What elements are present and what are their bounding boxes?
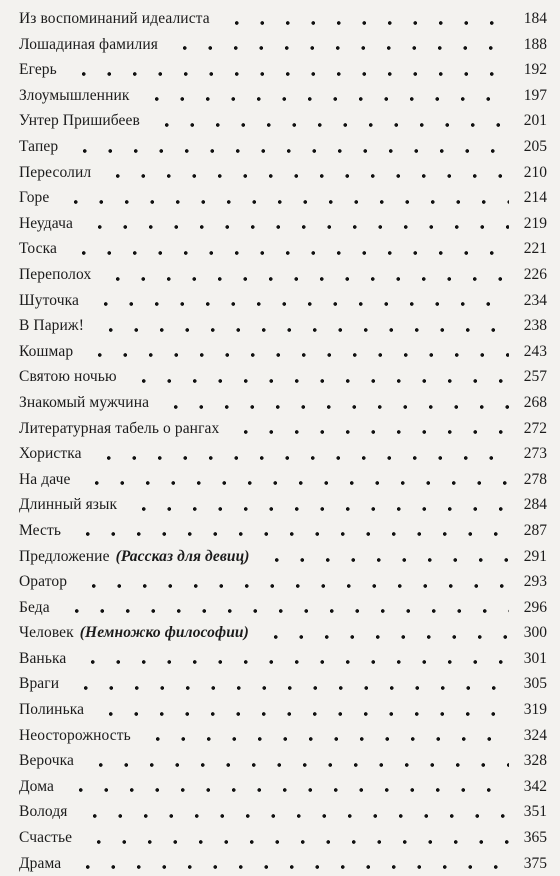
toc-entry-title-text: В Париж! bbox=[19, 317, 85, 335]
dot-leader bbox=[140, 94, 510, 104]
toc-entry-title-text: Счастье bbox=[19, 829, 73, 847]
toc-entry-title-text: Драма bbox=[19, 854, 62, 872]
toc-entry-title-text: Лошадиная фамилия bbox=[19, 35, 158, 53]
dot-leader bbox=[89, 299, 509, 309]
toc-entry bbox=[19, 748, 547, 774]
dot-leader bbox=[94, 325, 509, 335]
dot-leader bbox=[101, 171, 509, 181]
toc-entry-title bbox=[19, 523, 61, 539]
toc-entry-page-number: 268 bbox=[523, 393, 547, 411]
toc-entry-title bbox=[19, 293, 79, 309]
toc-entry bbox=[19, 825, 547, 851]
toc-entry-title-text: Неосторожность bbox=[19, 726, 131, 744]
dot-leader bbox=[71, 529, 509, 539]
toc-entry bbox=[19, 671, 547, 697]
toc-entry-title bbox=[19, 369, 117, 385]
toc-entry bbox=[19, 32, 547, 58]
toc-entry-page-number: 328 bbox=[523, 752, 547, 770]
dot-leader bbox=[159, 402, 509, 412]
toc-entry-title-text: Егерь bbox=[19, 61, 57, 79]
toc-entry-title bbox=[19, 62, 57, 78]
toc-entry-title-text: Горе bbox=[19, 189, 50, 207]
toc-entry bbox=[19, 723, 547, 749]
dot-leader bbox=[80, 478, 509, 488]
toc-entry-page-number: 278 bbox=[523, 470, 547, 488]
toc-entry-page-number: 238 bbox=[523, 317, 547, 335]
dot-leader bbox=[229, 427, 509, 437]
toc-entry-title bbox=[19, 600, 50, 616]
toc-entry-page-number: 287 bbox=[523, 521, 547, 539]
toc-entry bbox=[19, 416, 547, 442]
toc-entry-title-text: Ванька bbox=[19, 649, 67, 667]
toc-entry-page-number: 351 bbox=[523, 803, 547, 821]
dot-leader bbox=[94, 709, 509, 719]
toc-entry bbox=[19, 518, 547, 544]
dot-leader bbox=[71, 862, 509, 872]
toc-entry-title-text: Литературная табель о рангах bbox=[19, 419, 220, 437]
toc-entry-title bbox=[19, 446, 82, 462]
toc-entry bbox=[19, 390, 547, 416]
toc-entry-title-text: Злоумышленник bbox=[19, 86, 130, 104]
toc-entry-title-text: Неудача bbox=[19, 214, 73, 232]
toc-entry-title-text: Пересолил bbox=[19, 163, 92, 181]
toc-entry-subtitle: (Немножко философии) bbox=[79, 624, 249, 642]
dot-leader bbox=[259, 632, 509, 642]
toc-entry-page-number: 375 bbox=[523, 854, 547, 872]
toc-entry-title-text: На даче bbox=[19, 470, 71, 488]
toc-entry-page-number: 305 bbox=[523, 675, 547, 693]
toc-entry bbox=[19, 364, 547, 390]
toc-entry-title bbox=[19, 241, 57, 257]
toc-entry-title-text: Беда bbox=[19, 598, 50, 616]
toc-entry-page-number: 214 bbox=[523, 189, 547, 207]
dot-leader bbox=[127, 504, 509, 514]
toc-entry bbox=[19, 697, 547, 723]
dot-leader bbox=[84, 760, 509, 770]
dot-leader bbox=[83, 350, 509, 360]
table-of-contents bbox=[19, 6, 547, 876]
toc-entry-title-text: Дома bbox=[19, 777, 55, 795]
toc-entry-title bbox=[19, 472, 70, 488]
dot-leader bbox=[67, 248, 509, 258]
toc-entry-title bbox=[19, 139, 58, 155]
toc-entry-page-number: 197 bbox=[523, 86, 547, 104]
toc-entry-title bbox=[19, 165, 91, 181]
dot-leader bbox=[150, 120, 509, 130]
toc-entry bbox=[19, 236, 547, 262]
toc-entry-title bbox=[19, 113, 140, 129]
toc-entry-page-number: 296 bbox=[523, 598, 547, 616]
toc-entry bbox=[19, 543, 547, 569]
toc-entry bbox=[19, 620, 547, 646]
toc-entry-title-text: Месть bbox=[19, 521, 62, 539]
toc-entry-title bbox=[19, 318, 84, 334]
toc-entry-title bbox=[19, 216, 73, 232]
toc-entry bbox=[19, 774, 547, 800]
toc-entry-page-number: 257 bbox=[523, 368, 547, 386]
toc-entry bbox=[19, 441, 547, 467]
toc-entry-title-text: Тоска bbox=[19, 240, 57, 258]
toc-entry-title bbox=[19, 549, 250, 565]
toc-entry-page-number: 219 bbox=[523, 214, 547, 232]
toc-entry-page-number: 272 bbox=[523, 419, 547, 437]
toc-entry-title-text: Предложение bbox=[19, 547, 110, 565]
toc-entry-title-text: Унтер Пришибеев bbox=[19, 112, 140, 130]
toc-entry-page-number: 201 bbox=[523, 112, 547, 130]
toc-entry-title-text: Полинька bbox=[19, 701, 85, 719]
dot-leader bbox=[67, 69, 509, 79]
dot-leader bbox=[82, 837, 509, 847]
toc-entry bbox=[19, 57, 547, 83]
dot-leader bbox=[141, 734, 509, 744]
toc-entry-title-text: Переполох bbox=[19, 265, 92, 283]
toc-entry-page-number: 365 bbox=[523, 829, 547, 847]
toc-entry-title bbox=[19, 574, 67, 590]
toc-entry-title bbox=[19, 856, 61, 872]
toc-entry-page-number: 293 bbox=[523, 573, 547, 591]
toc-entry-title-text: Святою ночью bbox=[19, 368, 117, 386]
toc-entry bbox=[19, 492, 547, 518]
toc-entry bbox=[19, 569, 547, 595]
toc-entry-page-number: 234 bbox=[523, 291, 547, 309]
toc-entry-title bbox=[19, 11, 210, 27]
toc-entry-title-text: Верочка bbox=[19, 752, 74, 770]
toc-entry-page-number: 221 bbox=[523, 240, 547, 258]
toc-entry-subtitle: (Рассказ для девиц) bbox=[115, 547, 250, 565]
dot-leader bbox=[76, 657, 509, 667]
dot-leader bbox=[260, 555, 509, 565]
toc-entry-title bbox=[19, 497, 117, 513]
toc-entry-title bbox=[19, 37, 158, 53]
toc-entry-title-text: Кошмар bbox=[19, 342, 74, 360]
toc-entry-title bbox=[19, 702, 84, 718]
dot-leader bbox=[60, 606, 509, 616]
toc-entry-title-text: Шуточка bbox=[19, 291, 79, 309]
toc-entry-page-number: 291 bbox=[523, 547, 547, 565]
toc-entry bbox=[19, 799, 547, 825]
dot-leader bbox=[101, 274, 509, 284]
dot-leader bbox=[92, 453, 509, 463]
toc-entry-title bbox=[19, 344, 73, 360]
toc-entry-title bbox=[19, 830, 72, 846]
toc-entry-title bbox=[19, 779, 54, 795]
toc-entry bbox=[19, 83, 547, 109]
toc-entry bbox=[19, 262, 547, 288]
toc-entry-title-text: Володя bbox=[19, 803, 68, 821]
toc-entry-title bbox=[19, 190, 49, 206]
dot-leader bbox=[69, 683, 509, 693]
toc-entry bbox=[19, 288, 547, 314]
toc-entry bbox=[19, 646, 547, 672]
toc-entry bbox=[19, 211, 547, 237]
toc-entry-title-text: Из воспоминаний идеалиста bbox=[19, 10, 210, 28]
toc-entry-page-number: 226 bbox=[523, 265, 547, 283]
toc-entry-page-number: 192 bbox=[523, 61, 547, 79]
toc-entry-title-text: Враги bbox=[19, 675, 60, 693]
toc-entry-page-number: 188 bbox=[523, 35, 547, 53]
toc-entry-title bbox=[19, 728, 131, 744]
toc-entry bbox=[19, 595, 547, 621]
toc-entry-title-text: Хористка bbox=[19, 445, 82, 463]
toc-entry-page-number: 210 bbox=[523, 163, 547, 181]
dot-leader bbox=[78, 811, 509, 821]
dot-leader bbox=[59, 197, 509, 207]
dot-leader bbox=[83, 222, 509, 232]
toc-entry bbox=[19, 313, 547, 339]
dot-leader bbox=[168, 43, 509, 53]
toc-entry-title bbox=[19, 625, 249, 641]
toc-entry bbox=[19, 134, 547, 160]
toc-entry-page-number: 273 bbox=[523, 445, 547, 463]
toc-entry-page-number: 243 bbox=[523, 342, 547, 360]
toc-entry bbox=[19, 108, 547, 134]
toc-entry-title bbox=[19, 676, 59, 692]
dot-leader bbox=[77, 581, 509, 591]
toc-entry-title bbox=[19, 88, 130, 104]
toc-entry bbox=[19, 6, 547, 32]
toc-entry-page-number: 205 bbox=[523, 138, 547, 156]
toc-entry-title bbox=[19, 753, 74, 769]
toc-entry-title bbox=[19, 651, 66, 667]
toc-entry-page-number: 284 bbox=[523, 496, 547, 514]
toc-entry-title bbox=[19, 804, 68, 820]
dot-leader bbox=[68, 146, 509, 156]
toc-entry-title-text: Человек bbox=[19, 624, 74, 642]
dot-leader bbox=[127, 376, 509, 386]
toc-entry-title-text: Оратор bbox=[19, 573, 68, 591]
toc-entry-title-text: Тапер bbox=[19, 138, 59, 156]
dot-leader bbox=[220, 18, 509, 28]
dot-leader bbox=[64, 785, 509, 795]
toc-entry-title bbox=[19, 267, 91, 283]
toc-entry-page-number: 301 bbox=[523, 649, 547, 667]
toc-entry-title bbox=[19, 395, 149, 411]
toc-entry-title-text: Длинный язык bbox=[19, 496, 118, 514]
toc-entry bbox=[19, 339, 547, 365]
toc-entry-title-text: Знакомый мужчина bbox=[19, 393, 150, 411]
toc-entry bbox=[19, 160, 547, 186]
toc-entry bbox=[19, 185, 547, 211]
toc-entry-page-number: 324 bbox=[523, 726, 547, 744]
toc-entry bbox=[19, 467, 547, 493]
toc-entry-page-number: 300 bbox=[523, 624, 547, 642]
toc-entry-title bbox=[19, 421, 219, 437]
toc-entry bbox=[19, 851, 547, 876]
toc-entry-page-number: 184 bbox=[523, 10, 547, 28]
toc-entry-page-number: 342 bbox=[523, 777, 547, 795]
toc-entry-page-number: 319 bbox=[523, 701, 547, 719]
